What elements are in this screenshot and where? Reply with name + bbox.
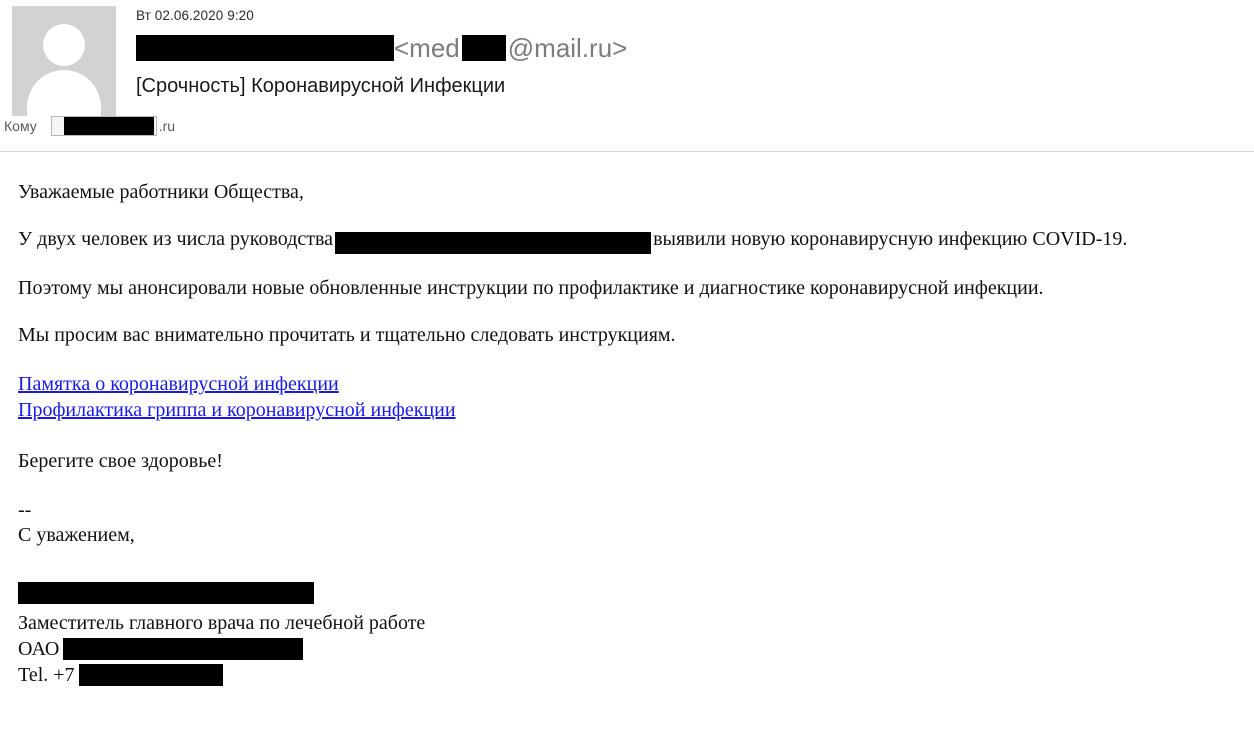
signature-organization-redaction [63,638,303,660]
email-subject: [Срочность] Коронавирусной Инфекции [136,75,506,97]
avatar-head-shape [43,24,85,66]
avatar [12,6,116,116]
signature-position: Заместитель главного врача по лечебной работе [18,611,426,634]
body-closing: Берегите свое здоровье! [18,449,223,472]
sender-line [136,29,1254,67]
body-paragraph-1-before: У двух человек из числа руководства [18,228,334,250]
body-paragraph-1 [18,229,1254,251]
email-body [0,152,1254,688]
signature-organization [18,636,1254,662]
recipient-suffix: .ru [158,118,176,134]
recipient-chip[interactable] [51,116,157,136]
header-details [136,0,1254,98]
body-paragraph-2: Поэтому мы анонсировали новые обновленные инструкции по профилактике и диагностике коронавирусной инфекции. [18,277,1044,300]
link-list [18,372,1254,423]
link-prophylaxis-flu-coronavirus[interactable]: Профилактика гриппа и коронавирусной инфекции [18,399,456,421]
link-memo-coronavirus[interactable]: Памятка о коронавирусной инфекции [18,373,339,396]
signature-regards: С уважением, [18,523,135,546]
recipient-line [0,116,175,136]
avatar-body-shape [27,70,101,116]
signature-telephone [18,662,1254,688]
email-date: Вт 02.06.2020 9:20 [136,8,254,23]
signature-name-redaction [18,582,314,604]
signature-telephone-prefix: Tel. +7 [18,663,75,686]
sender-name-redaction [136,35,394,61]
recipient-label: Кому [4,118,37,134]
email-header [0,0,1254,152]
executives-redaction [335,232,651,254]
email-signature [18,498,1254,688]
body-paragraph-3: Мы просим вас внимательно прочитать и тщательно следовать инструкциям. [18,324,676,347]
body-paragraph-1-after: выявили новую коронавирусную инфекцию COVID-19. [653,228,1128,250]
sender-address-redaction [462,35,506,61]
signature-telephone-redaction [79,664,223,686]
sender-address-prefix: <med [394,32,460,63]
body-greeting: Уважаемые работники Общества, [18,181,304,203]
signature-separator: -- [18,498,32,521]
signature-organization-prefix: ОАО [18,637,60,660]
sender-address-suffix: @mail.ru> [507,32,628,63]
recipient-redaction [64,117,154,135]
